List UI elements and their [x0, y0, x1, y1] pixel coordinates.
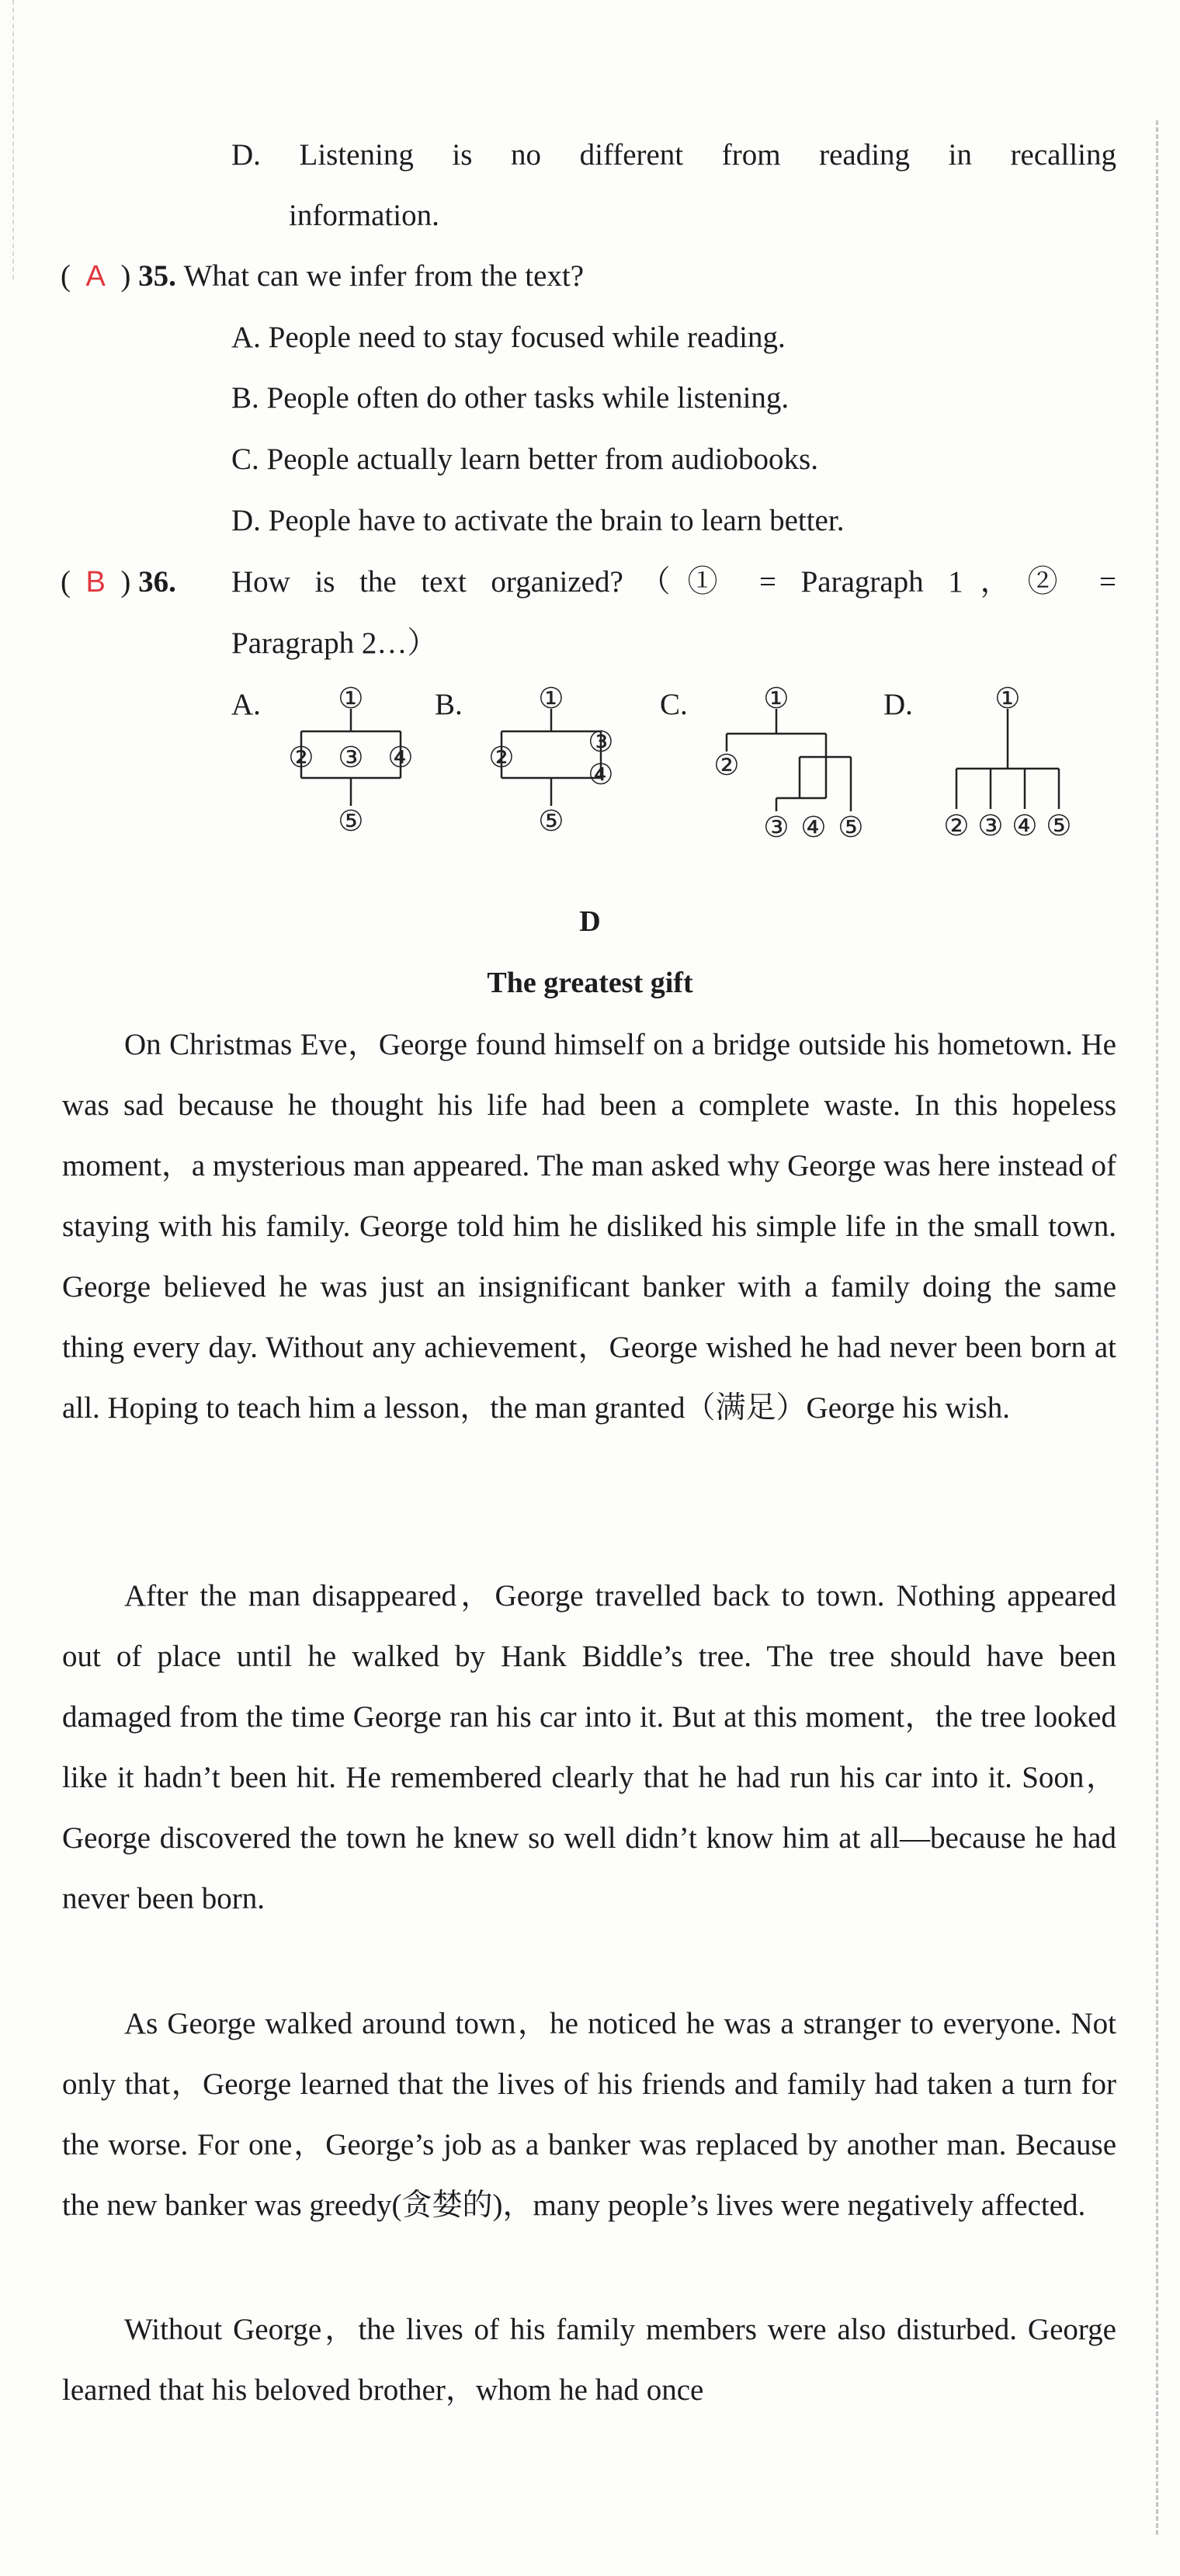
passage-title: The greatest gift [487, 967, 693, 999]
diagram-c-node-3: ③ [763, 811, 790, 844]
diagram-c-node-1: ① [763, 682, 790, 715]
diagram-b-node-5: ⑤ [538, 804, 564, 838]
diagram-d-node-3: ③ [977, 809, 1004, 842]
q36-answer: B [85, 566, 106, 599]
diagram-a-node-5: ⑤ [338, 804, 364, 838]
q36-diagram-label-a: A. [231, 688, 261, 721]
passage-paragraph-1: On Christmas Eve，George found himself on a bridge outside his hometown. He was sad because he thought his life had been a complete waste. In this hopeless moment，a mysterious man appeared. The man asked why George was here instead of staying with his family. George told him he disliked his simple life in the small town. George believed he was just an insignificant banker with a family doing the same thing every day. Without any achievement，George wished he had never been born at all. Hoping to teach him a lesson，the man granted（满足）George his wish. [62, 1028, 1116, 1425]
diagram-a-node-2: ② [288, 741, 314, 774]
q35-answer: A [85, 260, 106, 293]
margin-rule-left [12, 0, 14, 279]
diagram-d-node-2: ② [943, 809, 970, 842]
diagram-a-node-3: ③ [338, 741, 364, 774]
diagram-d-node-4: ④ [1012, 809, 1038, 842]
diagram-b-node-3: ③ [588, 725, 614, 759]
diagram-c-node-4: ④ [800, 811, 827, 844]
diagram-d [956, 709, 1059, 809]
diagram-c [727, 709, 851, 811]
q35-answer-blank: ( A ) 35. What can we infer from the text? [61, 259, 585, 293]
diagram-b-node-4: ④ [588, 758, 614, 791]
q34-option-d-line1: D. Listening is no different from reading in recalling [231, 138, 1116, 172]
passage-paragraph-4: Without George，the lives of his family members were also disturbed. George learned that his beloved brother，whom he had once [62, 2313, 1116, 2407]
q36-answer-blank: ( B ) 36. [61, 565, 176, 599]
q36-number: 36. [138, 565, 176, 599]
q36-stem-line2: Paragraph 2…） [231, 627, 438, 660]
passage-paragraph-2: After the man disappeared，George travelled back to town. Nothing appeared out of place until he walked by Hank Biddle’s tree. The tree should have been damaged from the time George ran his car into it. But at this moment，the tree looked like it hadn’t been hit. He remembered clearly that he had run his car into it. Soon，George discovered the town he knew so well didn’t know him at all—because he had never been born. [62, 1579, 1116, 1915]
q34-option-d-line2: information. [289, 199, 439, 232]
q36-structure-diagrams [0, 675, 1180, 885]
passage-paragraph-3: As George walked around town，he noticed he was a stranger to everyone. Not only that，George learned that the lives of his friends and family had taken a turn for the worse. For one，George’s job as a banker was replaced by another man. Because the new banker was greedy(贪婪的)，many people’s lives were negatively affected. [62, 2007, 1116, 2222]
q35-option-d: D. People have to activate the brain to learn better. [231, 504, 845, 537]
q35-option-b: B. People often do other tasks while listening. [231, 381, 790, 415]
diagram-a-node-4: ④ [387, 741, 414, 774]
diagram-d-node-5: ⑤ [1046, 809, 1072, 842]
margin-rule-right [1156, 120, 1158, 2535]
q35-option-c: C. People actually learn better from audiobooks. [231, 443, 818, 476]
q35-number: 35. [138, 259, 176, 293]
section-letter: D [579, 905, 601, 938]
q36-stem-line1: How is the text organized?（① = Paragraph 1，② = [231, 565, 1116, 599]
diagram-b [502, 709, 601, 806]
q36-diagram-label-d: D. [883, 688, 913, 721]
q36-diagram-label-b: B. [435, 688, 463, 721]
q36-diagram-label-c: C. [660, 688, 688, 721]
diagram-a-node-1: ① [338, 682, 364, 715]
diagram-c-node-2: ② [713, 748, 740, 782]
diagram-b-node-1: ① [538, 682, 564, 715]
diagram-d-node-1: ① [994, 682, 1021, 715]
q35-stem: What can we infer from the text? [183, 259, 585, 293]
q35-option-a: A. People need to stay focused while reading. [231, 321, 786, 354]
diagram-b-node-2: ② [488, 741, 515, 774]
diagram-c-node-5: ⑤ [838, 811, 864, 844]
